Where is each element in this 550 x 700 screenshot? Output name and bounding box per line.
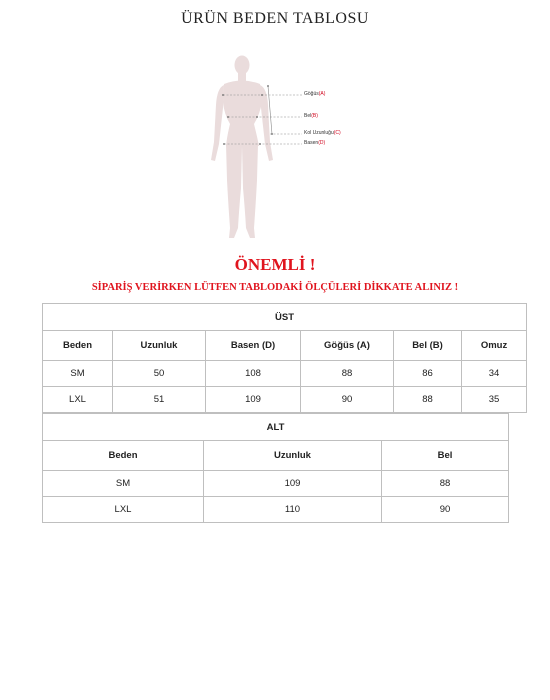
important-heading: ÖNEMLİ ! bbox=[234, 255, 316, 274]
table-cell: LXL bbox=[43, 387, 113, 413]
ust-header-row bbox=[43, 331, 527, 361]
table-row bbox=[43, 497, 509, 523]
table-cell: 108 bbox=[206, 361, 301, 387]
alt-title: ALT bbox=[43, 414, 509, 441]
table-cell: 50 bbox=[113, 361, 206, 387]
table-cell: 88 bbox=[382, 471, 509, 497]
table-cell: 109 bbox=[206, 387, 301, 413]
alt-title-row bbox=[43, 414, 509, 441]
table-cell: 90 bbox=[382, 497, 509, 523]
column-header: Göğüs (A) bbox=[301, 331, 394, 361]
ust-size-table bbox=[42, 303, 527, 413]
table-cell: 88 bbox=[301, 361, 394, 387]
table-cell: 88 bbox=[394, 387, 462, 413]
table-cell: 109 bbox=[204, 471, 382, 497]
ust-title: ÜST bbox=[43, 304, 527, 331]
column-header: Beden bbox=[43, 331, 113, 361]
column-header: Uzunluk bbox=[113, 331, 206, 361]
column-header: Uzunluk bbox=[204, 441, 382, 471]
figure-label-basen: Basen(D) bbox=[304, 140, 326, 146]
figure-label-gogus: Göğüs(A) bbox=[304, 91, 326, 97]
body-silhouette-illustration bbox=[180, 50, 380, 250]
table-cell: LXL bbox=[43, 497, 204, 523]
table-cell: 35 bbox=[462, 387, 527, 413]
figure-label-kol-uzunlugu: Kol Uzunluğu(C) bbox=[304, 130, 341, 136]
alt-size-table bbox=[42, 413, 509, 523]
column-header: Bel bbox=[382, 441, 509, 471]
page-title: ÜRÜN BEDEN TABLOSU bbox=[181, 10, 369, 27]
table-cell: SM bbox=[43, 361, 113, 387]
table-cell: 110 bbox=[204, 497, 382, 523]
alt-header-row bbox=[43, 441, 509, 471]
table-row bbox=[43, 361, 527, 387]
ust-title-row bbox=[43, 304, 527, 331]
order-warning: SİPARİŞ VERİRKEN LÜTFEN TABLODAKİ ÖLÇÜLERİ DİKKATE ALINIZ ! bbox=[91, 282, 459, 293]
table-cell: 51 bbox=[113, 387, 206, 413]
table-row bbox=[43, 471, 509, 497]
column-header: Bel (B) bbox=[394, 331, 462, 361]
column-header: Omuz bbox=[462, 331, 527, 361]
table-cell: 86 bbox=[394, 361, 462, 387]
column-header: Basen (D) bbox=[206, 331, 301, 361]
table-cell: 34 bbox=[462, 361, 527, 387]
table-cell: 90 bbox=[301, 387, 394, 413]
table-row bbox=[43, 387, 527, 413]
table-cell: SM bbox=[43, 471, 204, 497]
body-measurement-figure bbox=[180, 50, 380, 250]
column-header: Beden bbox=[43, 441, 204, 471]
figure-label-bel: Bel(B) bbox=[304, 113, 318, 119]
